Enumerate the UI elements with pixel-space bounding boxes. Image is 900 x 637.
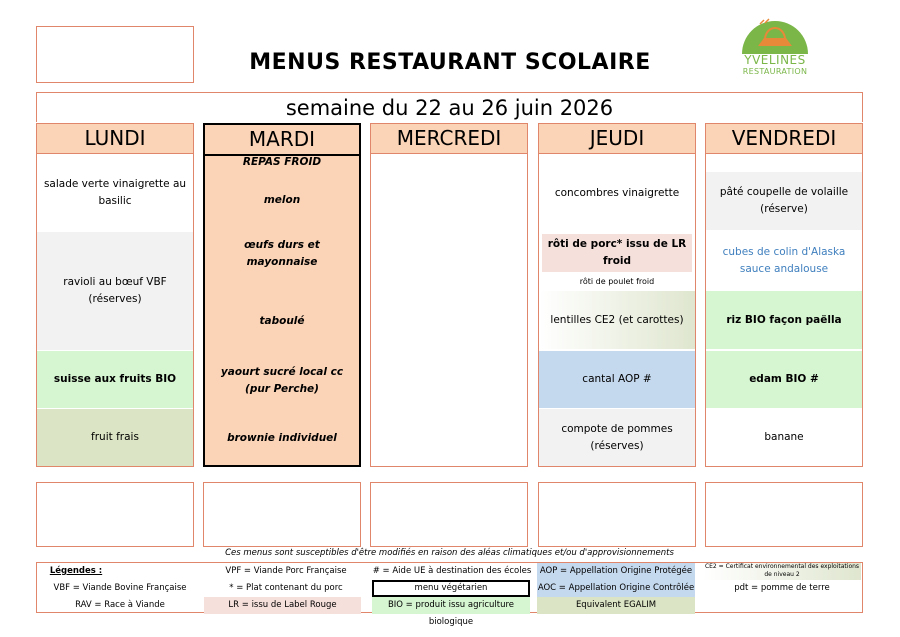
logo-line1: YVELINES	[744, 53, 806, 67]
jeudi-dessert: compote de pommes (réserves)	[539, 409, 695, 466]
legend-table	[36, 562, 863, 627]
column-vendredi	[705, 123, 863, 467]
day-header-lundi: LUNDI	[37, 124, 193, 154]
legend-aop: AOP = Appellation Origine Protégée	[537, 563, 695, 580]
legend-lr: LR = issu de Label Rouge	[204, 597, 361, 614]
legend-aoc: AOC = Appellation Origine Contrôlée	[537, 580, 695, 597]
lundi-laitage: suisse aux fruits BIO	[37, 351, 193, 408]
mardi-dessert: brownie individuel	[227, 432, 337, 444]
jeudi-plat-alt: rôti de poulet froid	[579, 276, 655, 286]
jeudi-accomp: lentilles CE2 (et carottes)	[539, 291, 695, 349]
logo-emblem-icon	[720, 16, 830, 56]
vendredi-entree: pâté coupelle de volaille (réserve)	[706, 172, 862, 230]
lundi-entree: salade verte vinaigrette au basilic	[43, 178, 187, 207]
legend-star: * = Plat contenant du porc	[229, 583, 343, 593]
legend-pdt: pdt = pomme de terre	[734, 583, 830, 593]
mardi-entree: melon	[263, 193, 301, 206]
vendredi-accomp: riz BIO façon paëlla	[706, 291, 862, 349]
top-left-box	[36, 26, 194, 83]
mardi-laitage: yaourt sucré local cc (pur Perche)	[220, 365, 344, 395]
jeudi-laitage: cantal AOP #	[539, 351, 695, 408]
column-jeudi	[538, 123, 696, 467]
day-header-vendredi: VENDREDI	[706, 124, 862, 154]
yvelines-restauration-logo	[720, 16, 830, 84]
day-header-mardi: MARDI	[205, 125, 359, 156]
week-heading: semaine du 22 au 26 juin 2026	[36, 92, 863, 122]
day-header-mercredi: MERCREDI	[371, 124, 527, 154]
empty-box-4	[538, 482, 696, 547]
legend-vbf: VBF = Viande Bovine Française	[53, 583, 187, 593]
legend-hash: # = Aide UE à destination des écoles	[372, 566, 532, 576]
mardi-note: REPAS FROID	[242, 155, 322, 168]
mardi-accomp: taboulé	[259, 314, 305, 327]
empty-box-2	[203, 482, 361, 547]
mardi-plat: œufs durs et mayonnaise	[244, 239, 320, 268]
legend-title: Légendes :	[49, 566, 103, 576]
legend-vegetarien: menu végétarien	[372, 580, 530, 597]
vendredi-plat: cubes de colin d'Alaska sauce andalouse	[722, 246, 846, 275]
empty-box-5	[705, 482, 863, 547]
lundi-plat: ravioli au bœuf VBF (réserves)	[37, 232, 193, 350]
legend-ce2: CE2 = Certificat environnemental des exploitations de niveau 2	[704, 563, 860, 578]
empty-box-1	[36, 482, 194, 547]
legend-rav: RAV = Race à Viande	[75, 600, 165, 610]
day-header-jeudi: JEUDI	[539, 124, 695, 154]
empty-box-3	[370, 482, 528, 547]
vendredi-dessert: banane	[764, 431, 804, 443]
logo-line2: RESTAURATION	[742, 67, 808, 76]
legend-vpf: VPF = Viande Porc Française	[225, 566, 347, 576]
jeudi-plat: rôti de porc* issu de LR froid	[542, 234, 692, 272]
column-mardi	[203, 123, 361, 467]
page-title: MENUS RESTAURANT SCOLAIRE	[249, 50, 651, 75]
column-lundi	[36, 123, 194, 467]
vendredi-laitage: edam BIO #	[706, 351, 862, 408]
legend-egalim: Equivalent EGALIM	[537, 597, 695, 614]
column-mercredi	[370, 123, 528, 467]
legend-bio: BIO = produit issu agriculture biologique	[372, 597, 530, 614]
jeudi-entree: concombres vinaigrette	[554, 186, 680, 199]
disclaimer-note: Ces menus sont susceptibles d'être modifiés en raison des aléas climatiques et/ou d'approvisionnements	[225, 548, 674, 558]
lundi-dessert: fruit frais	[37, 409, 193, 466]
